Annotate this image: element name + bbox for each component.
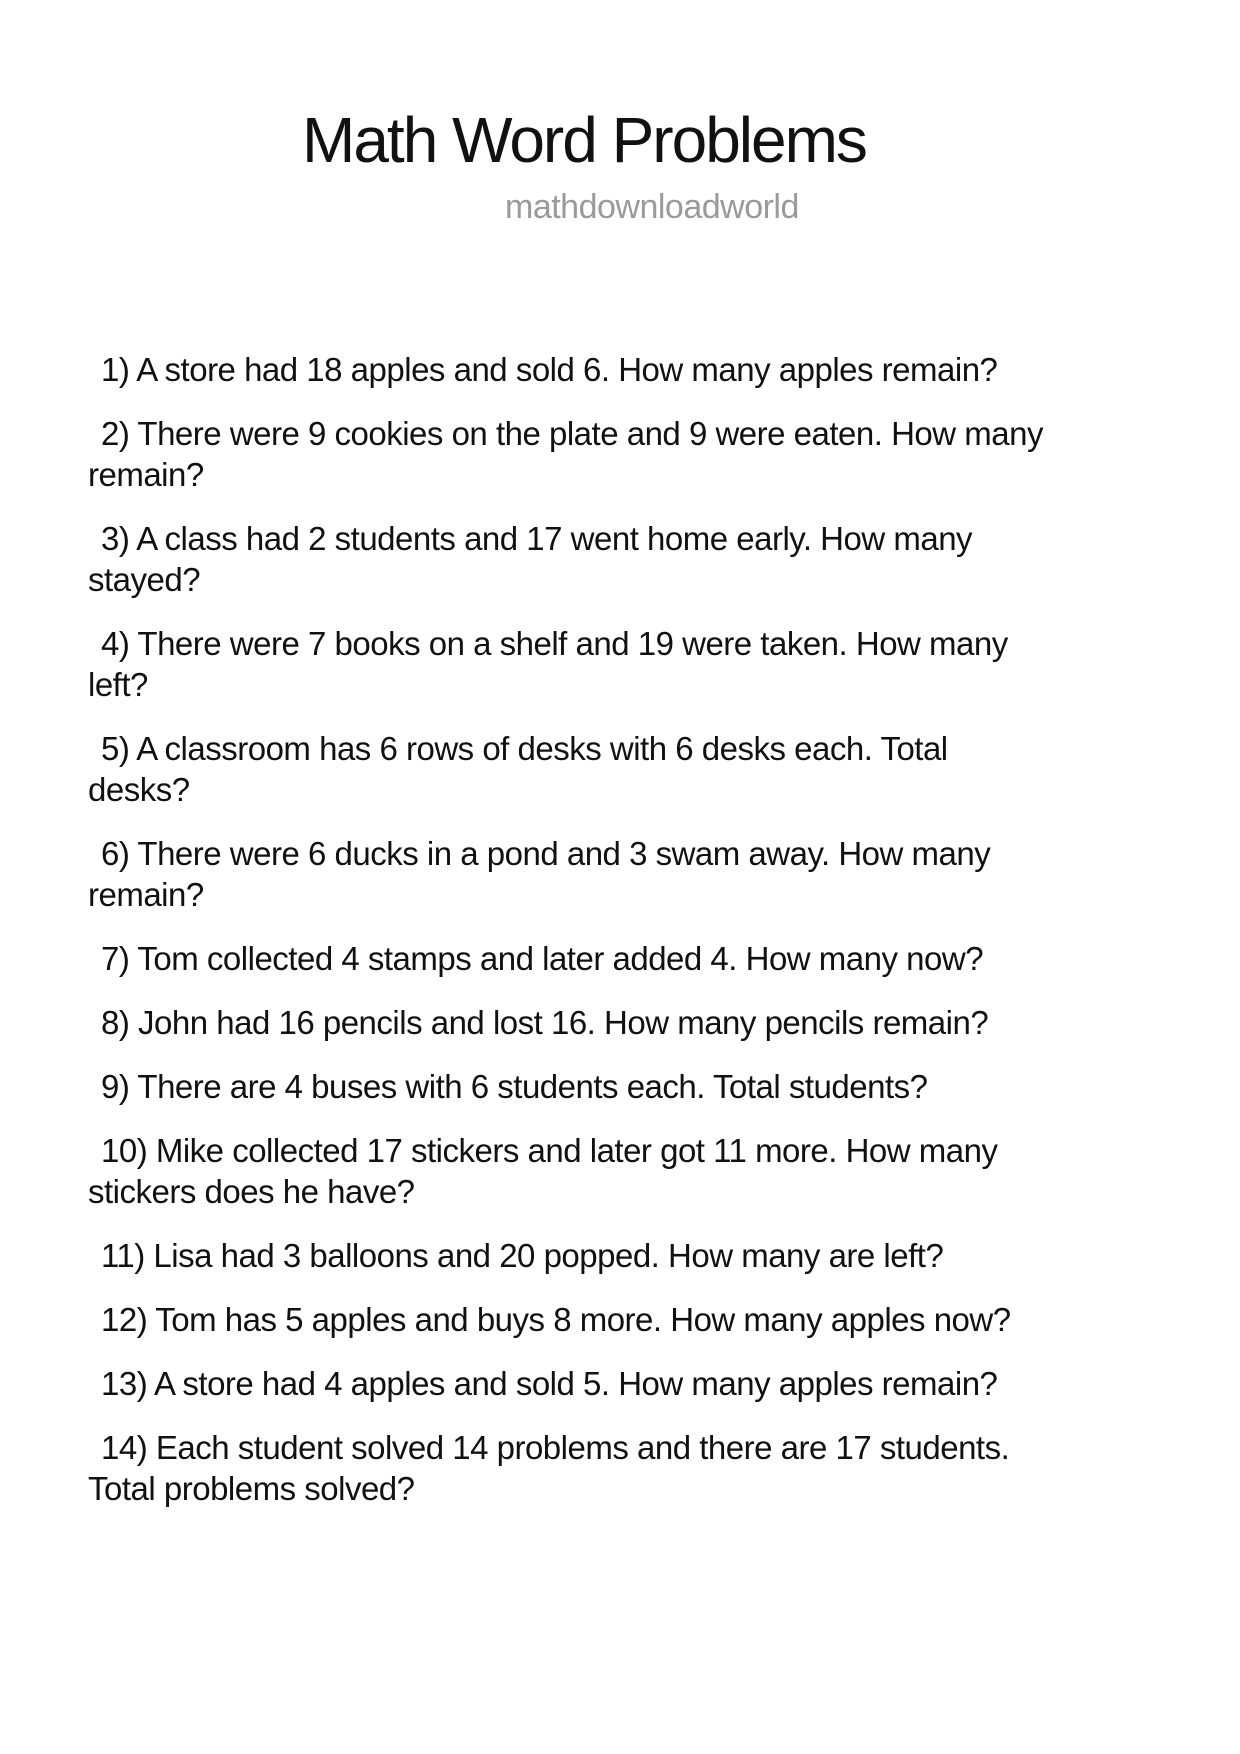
problem-item: 9) There are 4 buses with 6 students each. Total students?: [101, 1068, 928, 1105]
problem-item: 10) Mike collected 17 stickers and later got 11 more. How many stickers does he have?: [88, 1132, 998, 1210]
problem-item: 7) Tom collected 4 stamps and later added 4. How many now?: [101, 940, 984, 977]
problem-item: 5) A classroom has 6 rows of desks with 6 desks each. Total desks?: [88, 730, 948, 808]
problem-item: 2) There were 9 cookies on the plate and 9 were eaten. How many remain?: [88, 415, 1043, 493]
problem-item: 1) A store had 18 apples and sold 6. How many apples remain?: [101, 351, 998, 388]
problem-item: 14) Each student solved 14 problems and there are 17 students. Total problems solved?: [88, 1429, 1010, 1507]
page-title: Math Word Problems: [302, 104, 866, 176]
problem-item: 6) There were 6 ducks in a pond and 3 swam away. How many remain?: [88, 835, 991, 913]
problem-item: 13) A store had 4 apples and sold 5. How many apples remain?: [101, 1365, 998, 1402]
problem-item: 11) Lisa had 3 balloons and 20 popped. How many are left?: [101, 1237, 944, 1274]
problem-item: 8) John had 16 pencils and lost 16. How many pencils remain?: [101, 1004, 989, 1041]
site-watermark: mathdownloadworld: [505, 188, 799, 226]
problem-item: 4) There were 7 books on a shelf and 19 were taken. How many left?: [88, 625, 1008, 703]
problem-item: 3) A class had 2 students and 17 went home early. How many stayed?: [88, 520, 973, 598]
problems-list: [88, 349, 1050, 1509]
problem-item: 12) Tom has 5 apples and buys 8 more. How many apples now?: [101, 1301, 1011, 1338]
